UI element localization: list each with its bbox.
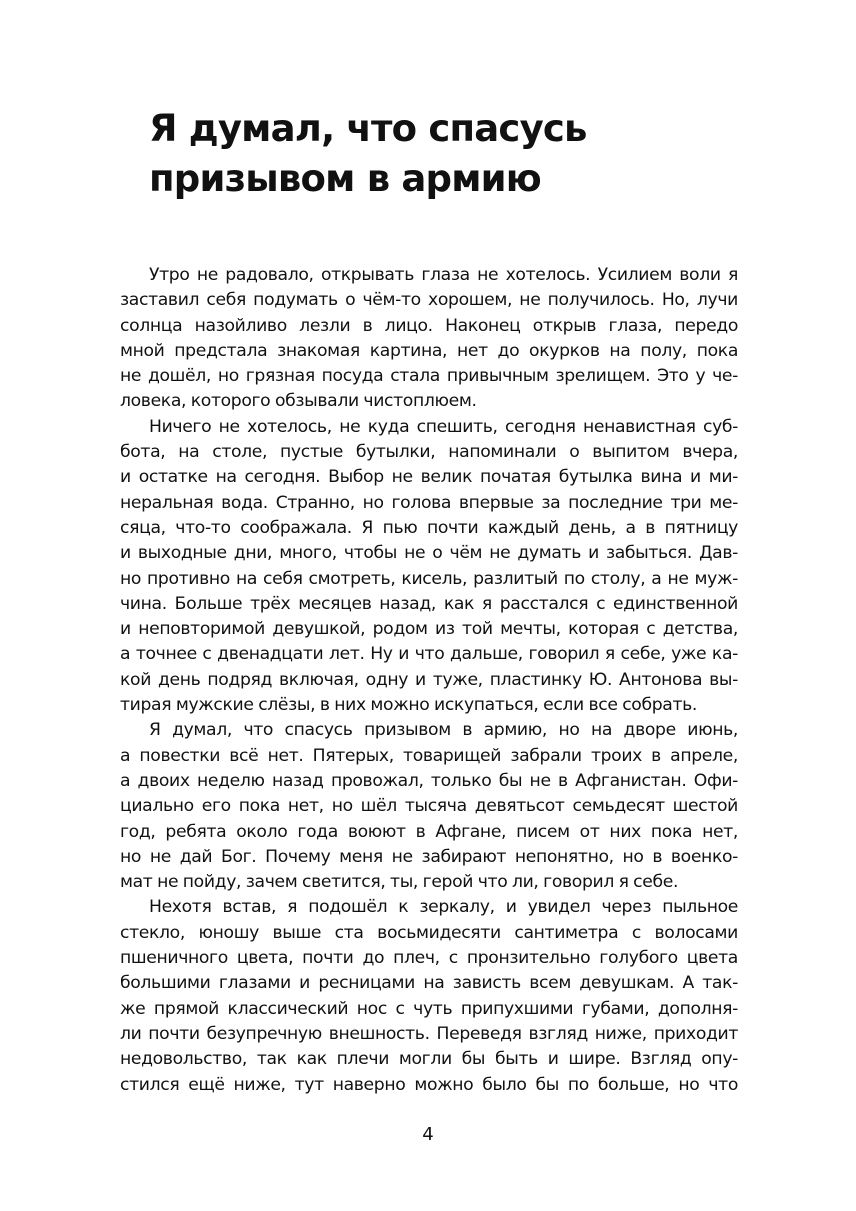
paragraph-line: бота, на столе, пустые бутылки, напоминали о выпитом вчера, xyxy=(120,442,738,463)
paragraph-line: неральная вода. Странно, но голова впервые за последние три ме- xyxy=(120,492,738,513)
paragraph-line: большими глазами и ресницами на зависть всем девушкам. А так- xyxy=(120,973,738,994)
paragraph-line: Ничего не хотелось, не куда спешить, сегодня ненавистная суб- xyxy=(149,416,738,437)
paragraph-line: ловека, которого обзывали чистоплюем. xyxy=(120,391,477,412)
paragraph-line: мной предстала знакомая картина, нет до окурков на полу, пока xyxy=(120,340,738,361)
paragraph-line: а двоих неделю назад провожал, только бы не в Афганистан. Офи- xyxy=(120,770,738,791)
paragraph-line: кой день подряд включая, одну и туже, пластинку Ю. Антонова вы- xyxy=(120,669,738,690)
paragraph-line: но противно на себя смотреть, кисель, разлитый по столу, а не муж- xyxy=(120,568,738,589)
paragraph-line: и неповторимой девушкой, родом из той мечты, которая с детства, xyxy=(120,619,738,640)
chapter-title xyxy=(149,104,749,204)
paragraph-line: чина. Больше трёх месяцев назад, как я расстался с единственной xyxy=(120,593,738,614)
page-number: 4 xyxy=(422,1124,434,1145)
paragraph-line: солнца назойливо лезли в лицо. Наконец открыв глаза, передо xyxy=(120,315,738,336)
paragraph-line: Утро не радовало, открывать глаза не хотелось. Усилием воли я xyxy=(149,265,738,285)
paragraph-line: сяца, что-то соображала. Я пью почти каждый день, а в пятницу xyxy=(120,517,738,538)
paragraph-line: заставил себя подумать о чём-то хорошем, не получилось. Но, лучи xyxy=(120,290,738,311)
paragraph-line: а повестки всё нет. Пятерых, товарищей забрали троих в апреле, xyxy=(120,745,738,766)
paragraph-line: а точнее с двенадцати лет. Ну и что дальше, говорил я себе, уже ка- xyxy=(120,644,738,665)
paragraph-line: циально его пока нет, но шёл тысяча девятьсот семьдесят шестой xyxy=(120,796,738,817)
paragraph-line: недовольство, так как плечи могли бы быть и шире. Взгляд опу- xyxy=(120,1049,738,1070)
paragraph-line: же прямой классический нос с чуть припухшими губами, дополня- xyxy=(120,998,738,1019)
paragraph-line: пшеничного цвета, почти до плеч, с пронзительно голубого цвета xyxy=(120,948,738,969)
body-text xyxy=(120,263,738,1098)
paragraph-line: стился ещё ниже, тут наверно можно было бы по больше, но что xyxy=(120,1074,738,1095)
paragraph-line: мат не пойду, зачем светится, ты, герой что ли, говорил я себе. xyxy=(120,872,679,893)
paragraph-line: не дошёл, но грязная посуда стала привычным зрелищем. Это у че- xyxy=(120,366,738,387)
paragraph-line: но не дай Бог. Почему меня не забирают непонятно, но в военко- xyxy=(120,846,738,867)
paragraph-line: и выходные дни, много, чтобы не о чём не думать и забыться. Дав- xyxy=(120,543,738,564)
paragraph-line: Нехотя встав, я подошёл к зеркалу, и увидел через пыльное xyxy=(149,897,738,918)
chapter-title-line: призывом в армию xyxy=(149,157,541,200)
paragraph-line: и остатке на сегодня. Выбор не велик початая бутылка вина и ми- xyxy=(120,467,738,488)
paragraph-line: стекло, юношу выше ста восьмидесяти сантиметра с волосами xyxy=(120,922,738,943)
paragraph-line: Я думал, что спасусь призывом в армию, но на дворе июнь, xyxy=(149,720,738,741)
paragraph-line: тирая мужские слёзы, в них можно искупаться, если все собрать. xyxy=(120,695,698,716)
chapter-title-line: Я думал, что спасусь xyxy=(149,107,587,150)
paragraph-line: год, ребята около года воюют в Афгане, писем от них пока нет, xyxy=(120,821,738,842)
paragraph-line: ли почти безупречную внешность. Переведя взгляд ниже, приходит xyxy=(120,1023,738,1044)
